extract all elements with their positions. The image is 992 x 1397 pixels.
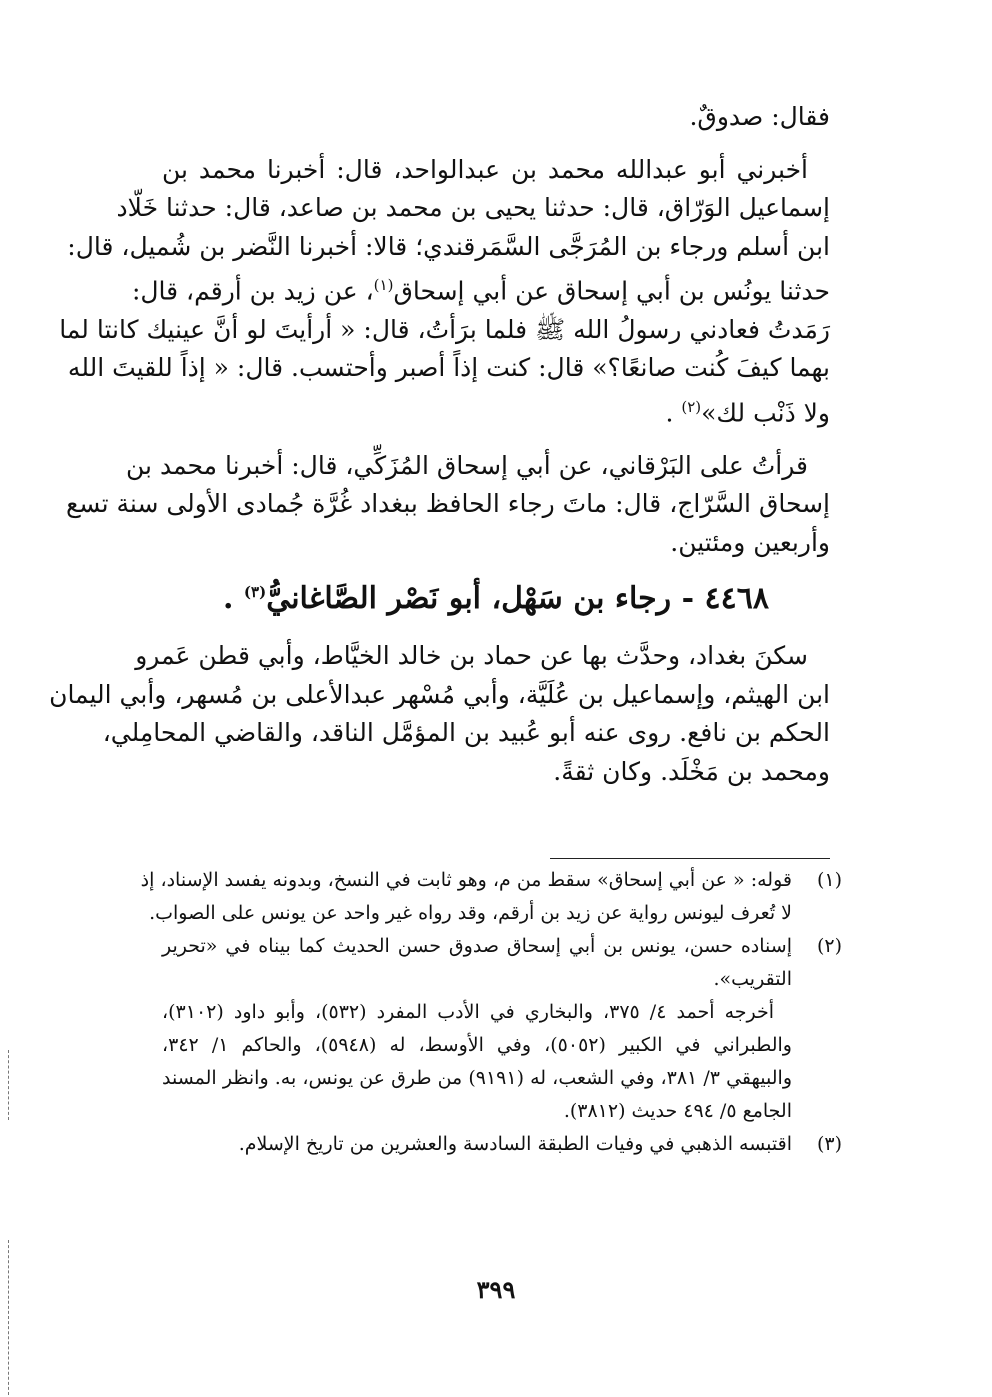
footnote-ref-1: (١) — [373, 276, 394, 294]
paragraph-1 — [162, 98, 830, 137]
text-line: حدثنا يونُس بن أبي إسحاق عن أبي إسحاق$^{(١)}$، عن زيد بن أرقم، قال: — [131, 276, 830, 306]
paragraph-2 — [59, 151, 830, 433]
text-line: أخبرني أبو عبدالله محمد بن عبدالواحد، قال: أخبرنا محمد بن — [162, 154, 808, 184]
text-line: ابن أسلم ورجاء بن المُرَجَّى السَّمَرقندي؛ قالا: أخبرنا النَّضر بن شُميل، قال: — [67, 231, 830, 261]
text-line: وأربعين ومئتين. — [670, 527, 830, 557]
footnote-1 — [140, 864, 842, 930]
footnote-line: اقتبسه الذهبي في وفيات الطبقة السادسة والعشرين من تاريخ الإسلام. — [238, 1133, 792, 1155]
footnote-line: لا تُعرف ليونس رواية عن زيد بن أرقم، وقد رواه غير واحد عن يونس على الصواب. — [149, 902, 792, 924]
entry-heading: ٤٤٦٨ - رجاء بن سَهْل، أبو نَصْر الصَّاغانيُّ$^{(٣)}$ . — [223, 581, 769, 617]
footnote-ref-3: (٣) — [243, 583, 267, 602]
footnotes — [140, 864, 842, 1161]
footnote-3 — [162, 1128, 842, 1161]
text-line: سكنَ بغداد، وحدَّث بها عن حماد بن خالد الخيَّاط، وأبي قطن عَمرو — [135, 641, 808, 671]
footnote-line: التقريب». — [713, 968, 792, 990]
footnote-line: أخرجه أحمد ٤/ ٣٧٥، والبخاري في الأدب المفرد (٥٣٢)، وأبو داود (٣١٠٢)، — [162, 1001, 775, 1023]
paragraph-3 — [65, 447, 830, 563]
footnote-number: (٣) — [816, 1133, 842, 1155]
text-line: قرأتُ على البَرْقاني، عن أبي إسحاق المُزَكِّي، قال: أخبرنا محمد بن — [126, 450, 808, 480]
text-line: ومحمد بن مَخْلَد. وكان ثقةً. — [553, 756, 830, 786]
scan-edge-mark — [8, 1240, 9, 1395]
footnote-number: (٢) — [816, 935, 842, 957]
footnote-number: (١) — [816, 869, 842, 891]
text-line: إسحاق السَّرّاج، قال: ماتَ رجاء الحافظ ببغداد غُرَّة جُمادى الأولى سنة تسع — [65, 489, 830, 519]
footnote-divider — [550, 858, 830, 859]
footnote-line: والطبراني في الكبير (٥٠٥٢)، وفي الأوسط، له (٥٩٤٨)، والحاكم ١/ ٣٤٢، — [162, 1034, 792, 1056]
text-line: بهما كيفَ كُنت صانعًا؟» قال: كنت إذاً أصبر وأحتسب. قال: « إذاً للقيتَ الله — [67, 353, 830, 383]
footnote-line: الجامع ٥/ ٤٩٤ حديث (٣٨١٢). — [563, 1100, 792, 1122]
footnote-line: قوله: « عن أبي إسحاق» سقط من م، وهو ثابت في النسخ، وبدونه يفسد الإسناد، إذ — [140, 869, 792, 891]
text-line: فقال: صدوقٌ. — [689, 102, 830, 131]
main-text — [49, 98, 830, 791]
text-line: ولا ذَنْب لك»$^{(٢)}$ . — [665, 397, 830, 428]
scan-edge-mark — [8, 1050, 9, 1120]
footnote-line: والبيهقي ٣/ ٣٨١، وفي الشعب، له (٩١٩١) من طرق عن يونس، به. وانظر المسند — [162, 1067, 792, 1089]
paragraph-4 — [49, 637, 830, 791]
footnote-2 — [162, 930, 842, 1128]
footnote-ref-2: (٢) — [681, 397, 702, 416]
page-number: ٣٩٩ — [476, 1275, 516, 1304]
text-line: ابن الهيثم، وإسماعيل بن عُلَيَّة، وأبي مُسْهر عبدالأعلى بن مُسهر، وأبي اليمان — [49, 679, 830, 709]
text-line: رَمَدتُ فعادني رسولُ الله ﷺ فلما برَأتُ، قال: « أرأيتَ لو أنَّ عينيك كانتا لما — [59, 314, 830, 344]
text-line: الحكم بن نافع. روى عنه أبو عُبيد بن المؤمَّل الناقد، والقاضي المحامِلي، — [102, 718, 830, 748]
text-line: إسماعيل الوَرّاق، قال: حدثنا يحيى بن محمد بن صاعد، قال: حدثنا خَلّاد — [116, 193, 830, 222]
footnote-line: إسناده حسن، يونس بن أبي إسحاق صدوق حسن الحديث كما بيناه في «تحرير — [162, 935, 792, 957]
